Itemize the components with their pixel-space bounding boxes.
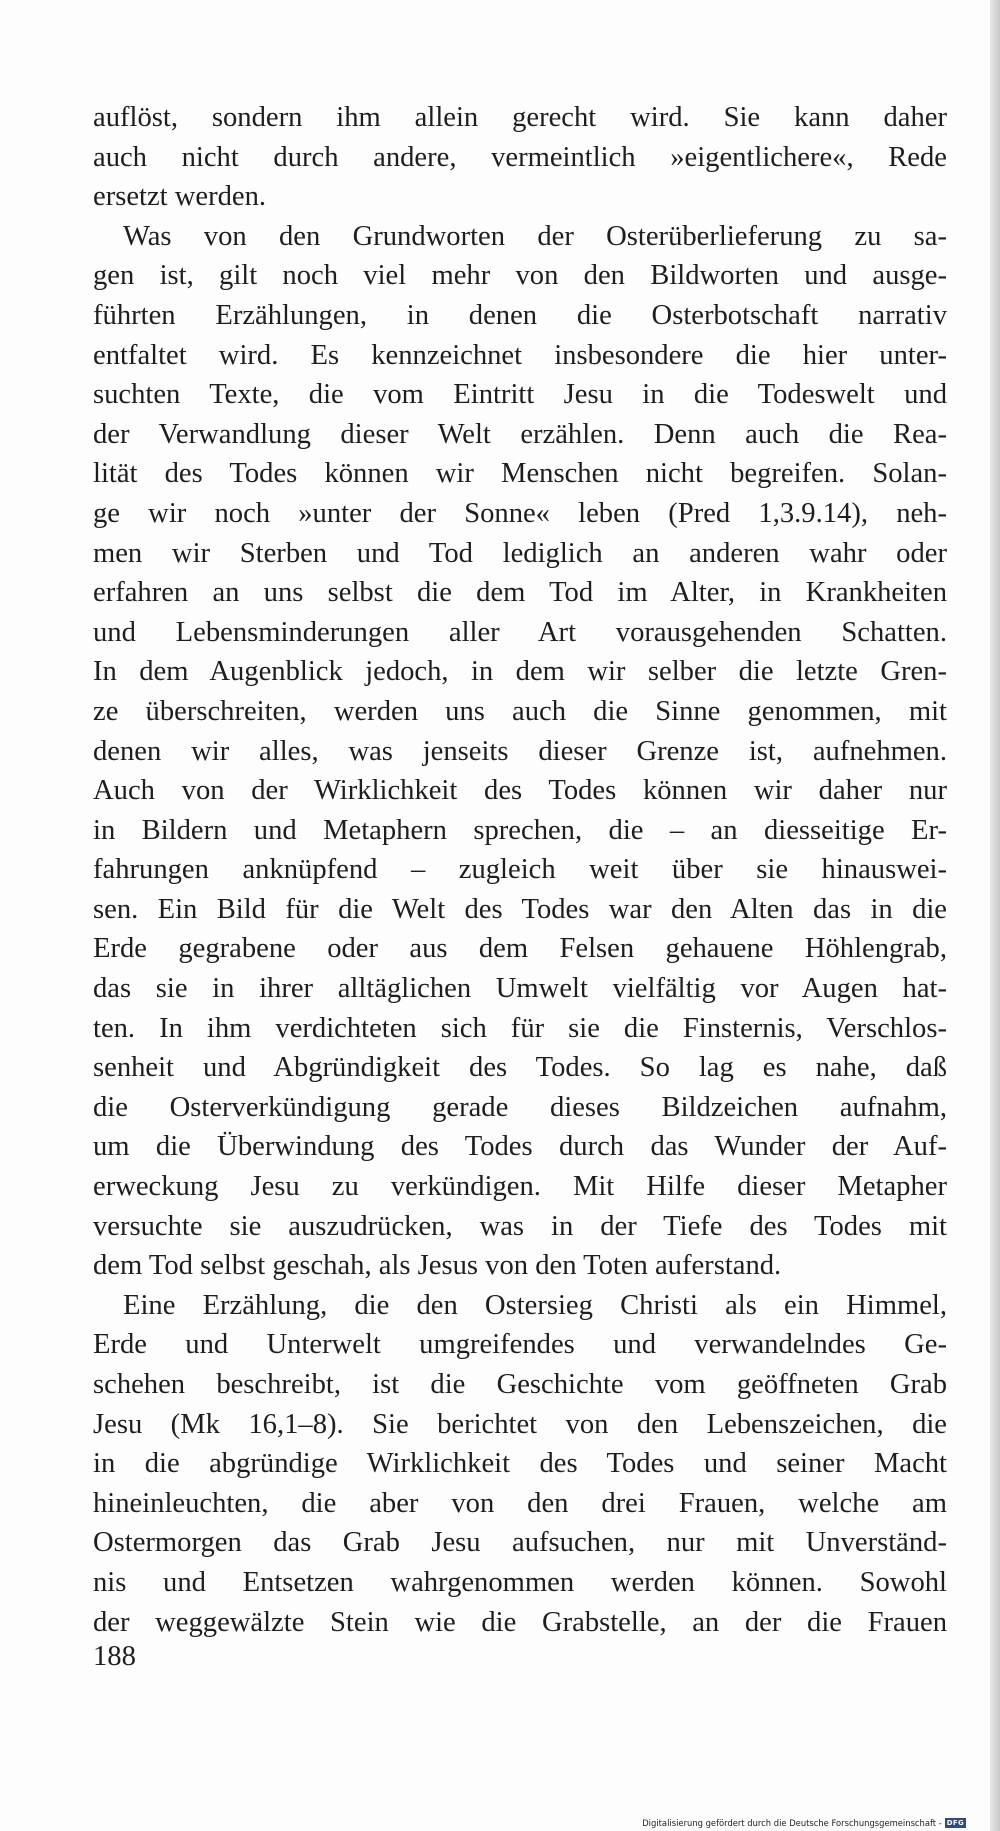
text-line: men wir Sterben und Tod lediglich an anderen wahr oder xyxy=(93,537,947,569)
text-line: sen. Ein Bild für die Welt des Todes war den Alten das in die xyxy=(93,893,947,925)
text-line: hineinleuchten, die aber von den drei Frauen, welche am xyxy=(93,1487,947,1519)
text-line: Eine Erzählung, die den Ostersieg Christi als ein Himmel, xyxy=(123,1289,947,1321)
text-line: das sie in ihrer alltäglichen Umwelt vielfältig vor Augen hat- xyxy=(93,973,947,1005)
text-line: die Osterverkündigung gerade dieses Bildzeichen aufnahm, xyxy=(93,1091,947,1123)
page-number: 188 xyxy=(93,1641,136,1672)
text-line: Was von den Grundworten der Osterüberlieferung zu sa- xyxy=(123,220,947,252)
text-line: ersetzt werden. xyxy=(93,181,267,213)
text-line: erweckung Jesu zu verkündigen. Mit Hilfe dieser Metapher xyxy=(93,1171,947,1203)
credit-text: Digitalisierung gefördert durch die Deutsche Forschungsgemeinschaft - xyxy=(642,1818,942,1828)
text-line: führten Erzählungen, in denen die Osterbotschaft narrativ xyxy=(93,299,947,331)
text-line: auch nicht durch andere, vermeintlich »eigentlichere«, Rede xyxy=(93,141,947,173)
text-line: denen wir alles, was jenseits dieser Grenze ist, aufnehmen. xyxy=(93,735,947,767)
text-line: ge wir noch »unter der Sonne« leben (Pred 1,3.9.14), neh- xyxy=(93,497,947,529)
text-line: erfahren an uns selbst die dem Tod im Alter, in Krankheiten xyxy=(93,577,947,609)
text-line: ze überschreiten, werden uns auch die Sinne genommen, mit xyxy=(93,695,947,727)
digitization-credit xyxy=(642,1817,966,1829)
text-line: suchten Texte, die vom Eintritt Jesu in die Todeswelt und xyxy=(93,379,947,411)
text-line: Ostermorgen das Grab Jesu aufsuchen, nur mit Unverständ- xyxy=(93,1527,947,1559)
text-line: der Verwandlung dieser Welt erzählen. Denn auch die Rea- xyxy=(93,418,947,450)
text-line: In dem Augenblick jedoch, in dem wir selber die letzte Gren- xyxy=(93,656,947,688)
text-line: nis und Entsetzen wahrgenommen werden können. Sowohl xyxy=(93,1566,947,1598)
text-line: Auch von der Wirklichkeit des Todes können wir daher nur xyxy=(93,775,947,807)
text-line: in die abgründige Wirklichkeit des Todes und seiner Macht xyxy=(93,1448,947,1480)
text-line: Jesu (Mk 16,1–8). Sie berichtet von den Lebenszeichen, die xyxy=(93,1408,947,1440)
dfg-logo: DFG xyxy=(946,1819,964,1827)
text-line: entfaltet wird. Es kennzeichnet insbesondere die hier unter- xyxy=(93,339,947,371)
text-line: fahrungen anknüpfend – zugleich weit über sie hinauswei- xyxy=(93,854,947,886)
text-line: und Lebensminderungen aller Art vorausgehenden Schatten. xyxy=(93,616,947,648)
text-line: versuchte sie auszudrücken, was in der Tiefe des Todes mit xyxy=(93,1210,947,1242)
text-line: gen ist, gilt noch viel mehr von den Bildworten und ausge- xyxy=(93,260,947,292)
text-line: Erde und Unterwelt umgreifendes und verwandelndes Ge- xyxy=(93,1329,947,1361)
text-line: um die Überwindung des Todes durch das Wunder der Auf- xyxy=(93,1131,947,1163)
text-line: der weggewälzte Stein wie die Grabstelle, an der die Frauen xyxy=(93,1606,947,1638)
text-line: lität des Todes können wir Menschen nicht begreifen. Solan- xyxy=(93,458,947,490)
text-line: in Bildern und Metaphern sprechen, die – an diesseitige Er- xyxy=(93,814,947,846)
text-line: auflöst, sondern ihm allein gerecht wird. Sie kann daher xyxy=(93,102,947,133)
scan-edge xyxy=(990,0,1000,1831)
body-text xyxy=(93,98,947,1642)
text-line: senheit und Abgründigkeit des Todes. So lag es nahe, daß xyxy=(93,1052,947,1084)
text-line: ten. In ihm verdichteten sich für sie die Finsternis, Verschlos- xyxy=(93,1012,947,1044)
text-line: Erde gegrabene oder aus dem Felsen gehauene Höhlengrab, xyxy=(93,933,947,965)
text-line: schehen beschreibt, ist die Geschichte vom geöffneten Grab xyxy=(93,1369,947,1400)
text-line: dem Tod selbst geschah, als Jesus von den Toten auferstand. xyxy=(93,1250,782,1282)
